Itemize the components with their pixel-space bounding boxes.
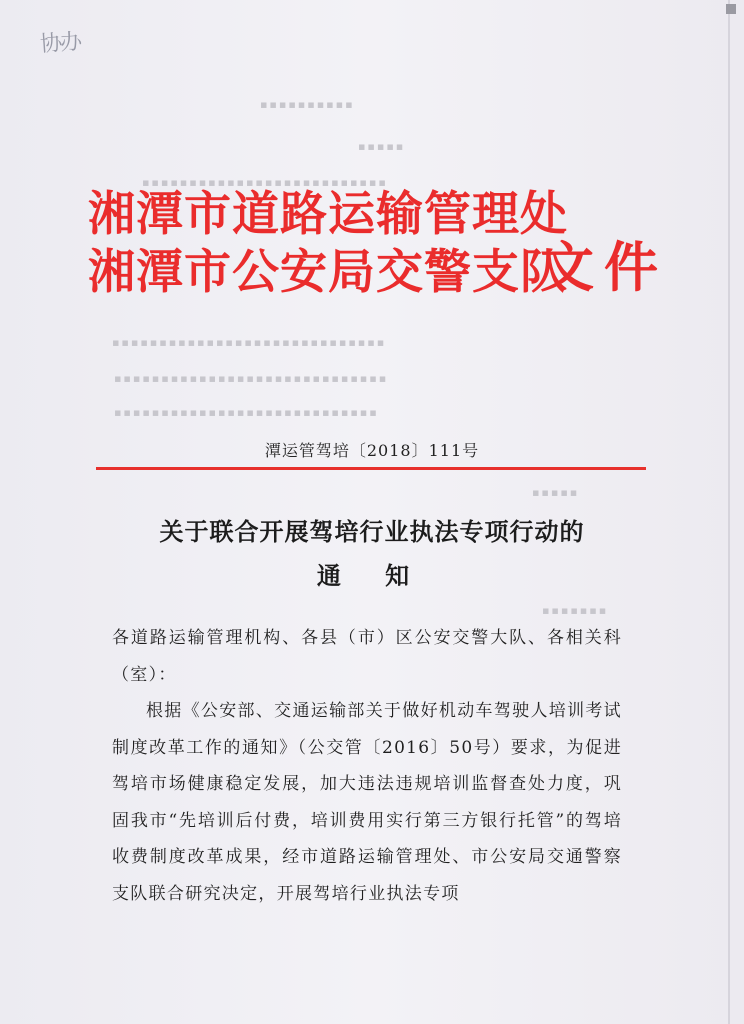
- scan-corner-mark: [726, 4, 736, 14]
- document-title-line-1: 关于联合开展驾培行业执法专项行动的: [159, 517, 585, 546]
- show-through-mark: ▪▪▪▪▪▪▪▪▪▪▪▪▪▪▪▪▪▪▪▪▪▪▪▪▪▪: [140, 176, 386, 189]
- issuer-line-2: 湘潭市公安局交警支队: [88, 245, 568, 300]
- show-through-mark: ▪▪▪▪▪▪▪▪▪▪: [258, 98, 353, 111]
- document-title-line-2: 通 知: [316, 561, 428, 590]
- handwritten-note: 协办: [39, 29, 81, 58]
- red-separator-line: [96, 467, 646, 470]
- issuer-line-1: 湘潭市道路运输管理处: [88, 187, 568, 242]
- salutation: 各道路运输管理机构、各县（市）区公安交警大队、各相关科（室）：: [112, 628, 622, 685]
- show-through-mark: ▪▪▪▪▪: [356, 140, 404, 153]
- show-through-mark: ▪▪▪▪▪▪▪▪▪▪▪▪▪▪▪▪▪▪▪▪▪▪▪▪▪▪▪▪▪: [112, 372, 387, 385]
- document-number: 潭运管驾培〔2018〕111号: [264, 441, 480, 460]
- document-body: [112, 620, 622, 912]
- show-through-mark: ▪▪▪▪▪▪▪▪▪▪▪▪▪▪▪▪▪▪▪▪▪▪▪▪▪▪▪▪: [112, 406, 377, 419]
- body-paragraph-1: 根据《公安部、交通运输部关于做好机动车驾驶人培训考试制度改革工作的通知》（公交管〔2016〕50号）要求，为促进驾培市场健康稳定发展，加大违法违规培训监督查处力度，巩固我市“先培训后付费，培训费用实行第三方银行托管”的驾培收费制度改革成果，经市道路运输管理处、市公安局交通警察支队联合研究决定，开展驾培行业执法专项: [112, 701, 622, 904]
- document-type-label: 文件: [540, 235, 668, 299]
- show-through-mark: ▪▪▪▪▪: [530, 486, 578, 499]
- show-through-mark: ▪▪▪▪▪▪▪▪▪▪▪▪▪▪▪▪▪▪▪▪▪▪▪▪▪▪▪▪▪: [110, 336, 385, 349]
- issuer-header: [88, 186, 568, 302]
- show-through-mark: ▪▪▪▪▪▪▪: [540, 604, 607, 617]
